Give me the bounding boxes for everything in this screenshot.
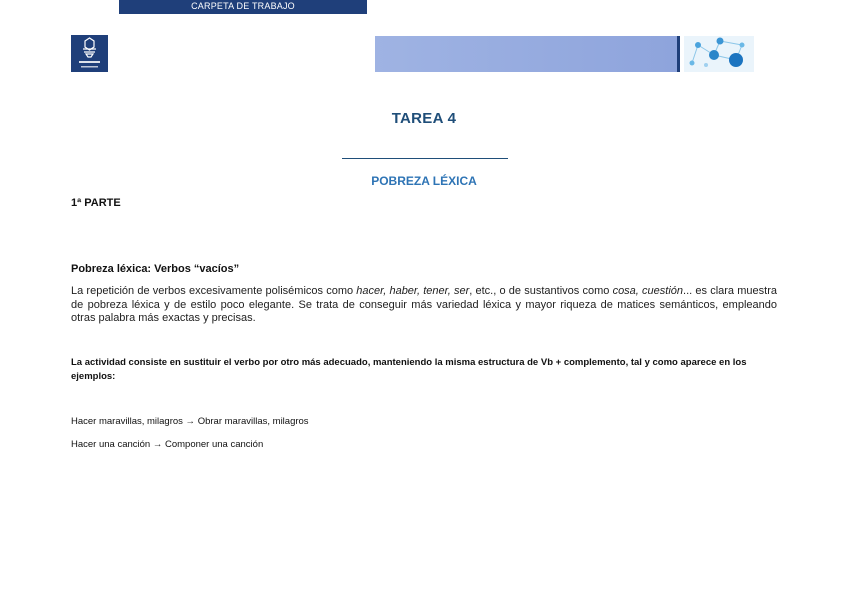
page-title: TAREA 4: [391, 110, 457, 127]
header-bar: [375, 36, 677, 72]
paragraph-text: , etc., o de sustantivos como: [469, 285, 613, 297]
university-logo-icon: [71, 35, 108, 72]
paragraph-text: La repetición de verbos excesivamente polisémicos como: [71, 285, 357, 297]
paragraph-text: ... es clara muestra de pobreza léxica y de estilo poco elegante. Se trata de conseguir más variedad léxica y mayor riqueza de matices semánticos, empleando otras palabra más exactas y precisas.: [71, 285, 777, 324]
example-item: Hacer maravillas, milagros → Obrar maravillas, milagros: [71, 416, 309, 427]
paragraph-verbs: hacer, haber, tener, ser: [356, 285, 470, 297]
example-item: Hacer una canción → Componer una canción: [71, 439, 264, 450]
page-subtitle: POBREZA LÉXICA: [371, 174, 477, 188]
section-heading: Pobreza léxica: Verbos “vacíos”: [71, 263, 240, 275]
title-divider: [342, 158, 508, 159]
paragraph-nouns: cosa, cuestión: [612, 285, 684, 297]
part-label: 1ª PARTE: [71, 197, 121, 209]
molecule-icon: [684, 33, 754, 75]
header-separator: [677, 36, 680, 72]
folder-banner: CARPETA DE TRABAJO: [119, 0, 367, 14]
activity-instruction: La actividad consiste en sustituir el verbo por otro más adecuado, manteniendo la misma estructura de Vb + complemento, tal y como aparece en los ejemplos:: [71, 357, 747, 382]
intro-paragraph: [71, 285, 777, 326]
